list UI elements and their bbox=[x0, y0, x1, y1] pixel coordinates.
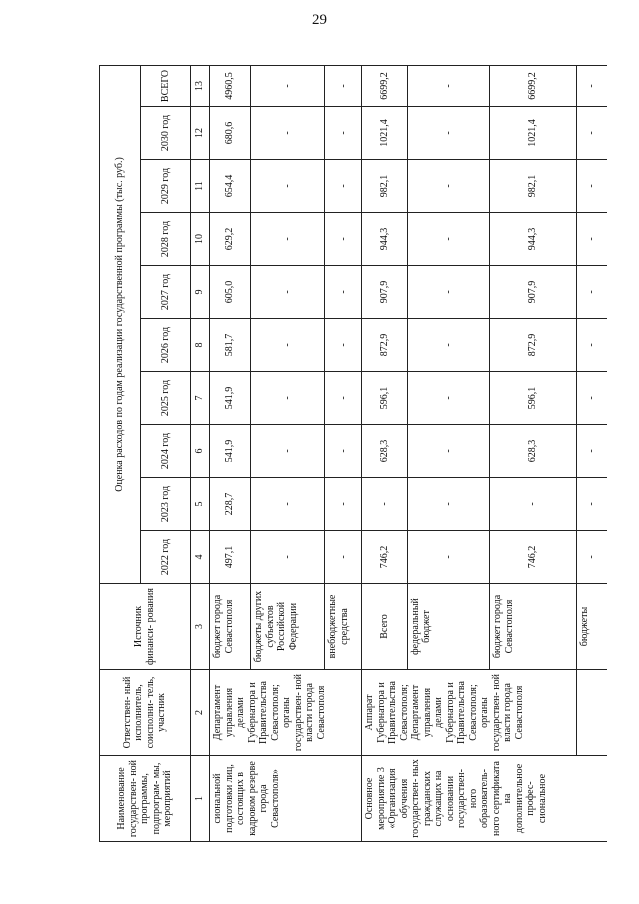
value-cell: - bbox=[325, 478, 362, 531]
row-source-cell: федеральный бюджет bbox=[407, 584, 489, 670]
column-number: 2 bbox=[190, 670, 210, 756]
value-cell: 746,2 bbox=[490, 531, 576, 584]
value-cell: - bbox=[362, 478, 407, 531]
column-number: 13 bbox=[190, 65, 210, 106]
column-number: 12 bbox=[190, 107, 210, 160]
value-cell: 872,9 bbox=[362, 319, 407, 372]
value-cell: - bbox=[407, 319, 489, 372]
header-row-1 bbox=[100, 65, 141, 841]
value-cell: - bbox=[325, 425, 362, 478]
row-source-cell: Всего bbox=[362, 584, 407, 670]
header-year: 2024 год bbox=[141, 425, 190, 478]
table-row bbox=[362, 65, 407, 841]
column-number: 11 bbox=[190, 160, 210, 213]
value-cell: - bbox=[407, 65, 489, 106]
row-executor-cell: Аппарат Губернатора и Правительства Севастополя; Департамент управления делами Губернатора и Правительства Севастополя; органы государствен- ной власти города Севастополя bbox=[362, 670, 576, 756]
value-cell: - bbox=[407, 372, 489, 425]
column-number: 3 bbox=[190, 584, 210, 670]
value-cell: 541,9 bbox=[210, 372, 251, 425]
value-cell: 680,6 bbox=[210, 107, 251, 160]
value-cell: - bbox=[325, 319, 362, 372]
value-cell: 872,9 bbox=[490, 319, 576, 372]
column-number: 5 bbox=[190, 478, 210, 531]
value-cell: - bbox=[325, 213, 362, 266]
value-cell: 6699,2 bbox=[362, 65, 407, 106]
header-total: ВСЕГО bbox=[141, 65, 190, 106]
column-number: 10 bbox=[190, 213, 210, 266]
column-number: 8 bbox=[190, 319, 210, 372]
column-number: 4 bbox=[190, 531, 210, 584]
value-cell: - bbox=[251, 266, 325, 319]
landscape-table-wrapper bbox=[99, 66, 607, 842]
value-cell: 944,3 bbox=[362, 213, 407, 266]
value-cell: - bbox=[251, 478, 325, 531]
header-year: 2028 год bbox=[141, 213, 190, 266]
value-cell: - bbox=[407, 425, 489, 478]
value-cell: 4960,5 bbox=[210, 65, 251, 106]
header-year: 2030 год bbox=[141, 107, 190, 160]
row-name-cell: Основное мероприятие 3 «Организация обучения государствен- ных гражданских служащих на основании государствен- ного образователь- ного сертификата на дополнительное профес- сиональное bbox=[362, 756, 607, 842]
column-number-row bbox=[190, 65, 210, 841]
value-cell: - bbox=[576, 425, 607, 478]
value-cell: 982,1 bbox=[490, 160, 576, 213]
value-cell: 907,9 bbox=[490, 266, 576, 319]
financing-table bbox=[99, 65, 607, 842]
page-number: 29 bbox=[312, 12, 327, 28]
value-cell: - bbox=[576, 213, 607, 266]
value-cell: 746,2 bbox=[362, 531, 407, 584]
header-year: 2026 год bbox=[141, 319, 190, 372]
value-cell: - bbox=[576, 478, 607, 531]
row-source-cell: бюджеты bbox=[576, 584, 607, 670]
value-cell: - bbox=[576, 107, 607, 160]
value-cell: - bbox=[251, 372, 325, 425]
value-cell: - bbox=[576, 531, 607, 584]
value-cell: - bbox=[407, 107, 489, 160]
column-number: 7 bbox=[190, 372, 210, 425]
row-executor-cell-empty bbox=[576, 670, 607, 756]
header-year: 2029 год bbox=[141, 160, 190, 213]
value-cell: - bbox=[576, 266, 607, 319]
value-cell: 982,1 bbox=[362, 160, 407, 213]
header-name: Наименование государствен- ной программы, подпрограм- мы, мероприятий bbox=[100, 756, 191, 842]
value-cell: 1021,4 bbox=[490, 107, 576, 160]
row-name-cell: сиональной подготовки лиц, состоящих в кадровом резерве города Севастополя» bbox=[210, 756, 362, 842]
column-number: 1 bbox=[190, 756, 210, 842]
value-cell: - bbox=[407, 478, 489, 531]
value-cell: 596,1 bbox=[362, 372, 407, 425]
value-cell: 6699,2 bbox=[490, 65, 576, 106]
value-cell: - bbox=[407, 160, 489, 213]
value-cell: 581,7 bbox=[210, 319, 251, 372]
header-year: 2027 год bbox=[141, 266, 190, 319]
value-cell: - bbox=[325, 65, 362, 106]
column-number: 9 bbox=[190, 266, 210, 319]
value-cell: - bbox=[490, 478, 576, 531]
header-year: 2022 год bbox=[141, 531, 190, 584]
value-cell: - bbox=[576, 319, 607, 372]
value-cell: - bbox=[325, 531, 362, 584]
value-cell: 605,0 bbox=[210, 266, 251, 319]
header-estimate: Оценка расходов по годам реализации государственной программы (тыс. руб.) bbox=[100, 65, 141, 583]
value-cell: - bbox=[251, 65, 325, 106]
value-cell: 907,9 bbox=[362, 266, 407, 319]
value-cell: - bbox=[325, 107, 362, 160]
value-cell: - bbox=[251, 107, 325, 160]
row-source-cell: бюджеты других субъектов Российской Федерации bbox=[251, 584, 325, 670]
row-executor-cell: Департамент управления делами Губернатора и Правительства Севастополя; органы государствен- ной власти города Севастополя bbox=[210, 670, 362, 756]
row-source-cell: бюджет города Севастополя bbox=[210, 584, 251, 670]
value-cell: 497,1 bbox=[210, 531, 251, 584]
value-cell: - bbox=[251, 319, 325, 372]
table-row bbox=[576, 65, 607, 841]
row-source-cell: внебюджетные средства bbox=[325, 584, 362, 670]
value-cell: 596,1 bbox=[490, 372, 576, 425]
value-cell: - bbox=[407, 213, 489, 266]
header-year: 2023 год bbox=[141, 478, 190, 531]
row-source-cell: бюджет города Севастополя bbox=[490, 584, 576, 670]
header-year: 2025 год bbox=[141, 372, 190, 425]
value-cell: 629,2 bbox=[210, 213, 251, 266]
value-cell: - bbox=[251, 425, 325, 478]
value-cell: 944,3 bbox=[490, 213, 576, 266]
table-row bbox=[210, 65, 251, 841]
value-cell: - bbox=[407, 531, 489, 584]
value-cell: - bbox=[407, 266, 489, 319]
value-cell: - bbox=[251, 213, 325, 266]
header-executor: Ответствен- ный исполнитель, соисполни- тель, участник bbox=[100, 670, 191, 756]
value-cell: - bbox=[251, 531, 325, 584]
value-cell: - bbox=[325, 372, 362, 425]
value-cell: - bbox=[576, 65, 607, 106]
header-source: Источник финанси- рования bbox=[100, 584, 191, 670]
value-cell: - bbox=[251, 160, 325, 213]
value-cell: 628,3 bbox=[490, 425, 576, 478]
value-cell: 628,3 bbox=[362, 425, 407, 478]
value-cell: 228,7 bbox=[210, 478, 251, 531]
rotated-table-frame bbox=[99, 66, 607, 842]
value-cell: 541,9 bbox=[210, 425, 251, 478]
value-cell: - bbox=[576, 372, 607, 425]
column-number: 6 bbox=[190, 425, 210, 478]
value-cell: - bbox=[576, 160, 607, 213]
value-cell: 654,4 bbox=[210, 160, 251, 213]
value-cell: 1021,4 bbox=[362, 107, 407, 160]
value-cell: - bbox=[325, 266, 362, 319]
value-cell: - bbox=[325, 160, 362, 213]
